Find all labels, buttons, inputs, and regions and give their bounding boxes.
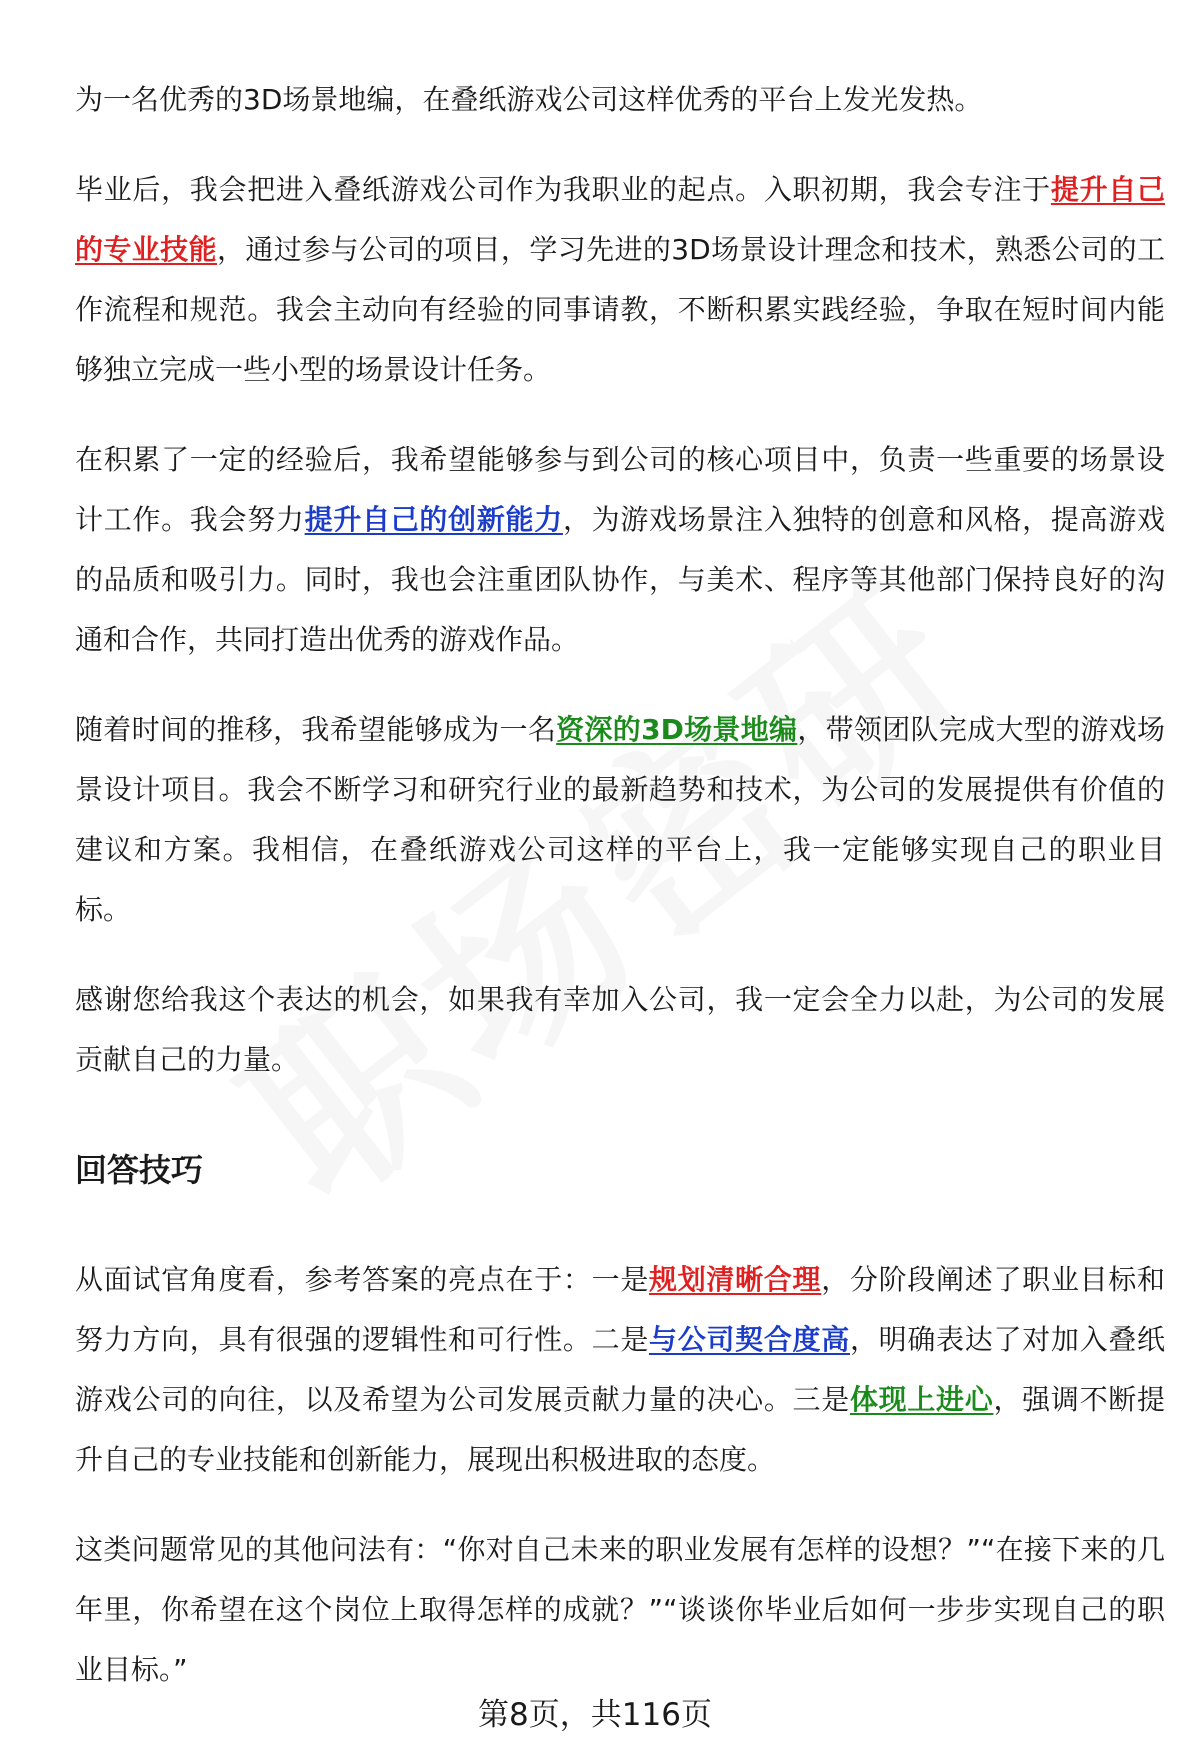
paragraph-text: 从面试官角度看，参考答案的亮点在于：一是 [75,1263,650,1296]
paragraph-text: ，为游戏场景注入独特的创意和风格，提高游戏的品质和吸引力。同时，我也会注重团队协作，与美术、程序等其他部门保持良好的沟通和合作，共同打造出优秀的游戏作品。 [75,503,1165,656]
paragraph-text: 随着时间的推移，我希望能够成为一名 [75,713,557,746]
paragraph-text: ，强调不断提升自己的专业技能和创新能力，展现出积极进取的态度。 [75,1383,1165,1476]
highlight-professional-skills: 提升自己的专业技能 [75,173,1165,266]
paragraph-text: ，明确表达了对加入叠纸游戏公司的向往，以及希望为公司发展贡献力量的决心。三是 [75,1323,1165,1416]
paragraph-intro-end [75,70,1165,130]
highlight-company-fit: 与公司契合度高 [649,1323,850,1356]
paragraph-text: 这类问题常见的其他问法有：“你对自己未来的职业发展有怎样的设想？”“在接下来的几年里，你希望在这个岗位上取得怎样的成就？”“谈谈你毕业后如何一步步实现自己的职业目标。” [75,1533,1165,1686]
paragraph-text: ，通过参与公司的项目，学习先进的3D场景设计理念和技术，熟悉公司的工作流程和规范。我会主动向有经验的同事请教，不断积累实践经验，争取在短时间内能够独立完成一些小型的场景设计任务。 [75,233,1165,386]
paragraph-after-graduation [75,160,1165,400]
paragraph-thanks [75,970,1165,1090]
paragraph-text: ，分阶段阐述了职业目标和努力方向，具有很强的逻辑性和可行性。二是 [75,1263,1165,1356]
paragraph-text: 为一名优秀的3D场景地编，在叠纸游戏公司这样优秀的平台上发光发热。 [75,83,983,116]
highlight-ambition: 体现上进心 [849,1383,994,1416]
paragraph-tips [75,1250,1165,1490]
paragraph-core-projects [75,430,1165,670]
page-number: 第8页，共116页 [478,1697,712,1733]
paragraph-other-questions [75,1520,1165,1700]
highlight-innovation: 提升自己的创新能力 [304,503,563,536]
highlight-senior-level-editor: 资深的3D场景地编 [556,713,798,746]
highlight-clear-plan: 规划清晰合理 [649,1263,822,1296]
document-body [75,70,1165,1700]
paragraph-text: 在积累了一定的经验后，我希望能够参与到公司的核心项目中，负责一些重要的场景设计工作。我会努力 [75,443,1165,536]
paragraph-text: 毕业后，我会把进入叠纸游戏公司作为我职业的起点。入职初期，我会专注于 [75,173,1051,206]
paragraph-senior-goal [75,700,1165,940]
paragraph-text: 感谢您给我这个表达的机会，如果我有幸加入公司，我一定会全力以赴，为公司的发展贡献自己的力量。 [75,983,1165,1076]
paragraph-text: ，带领团队完成大型的游戏场景设计项目。我会不断学习和研究行业的最新趋势和技术，为公司的发展提供有价值的建议和方案。我相信，在叠纸游戏公司这样的平台上，我一定能够实现自己的职业目标。 [75,713,1165,926]
section-heading: 回答技巧 [75,1151,204,1189]
